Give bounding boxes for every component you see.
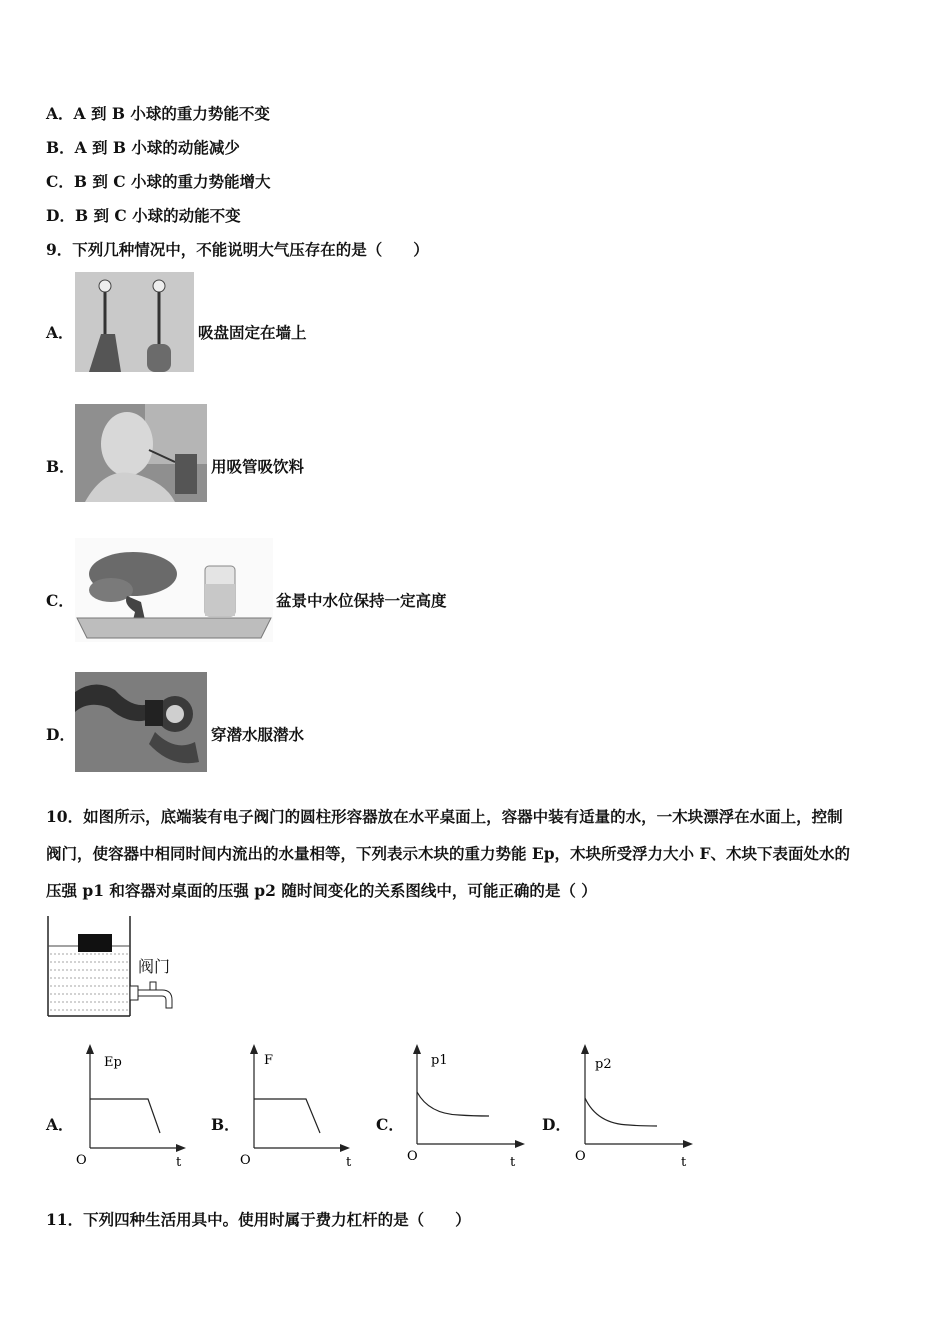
q8-option-a: A．A 到 B 小球的重力势能不变 [46,104,270,123]
q8-option-c-text: B 到 C 小球的重力势能增大 [73,172,271,191]
valve-label: 阀门 [138,957,171,976]
q10-graph-c-origin: O [407,1149,418,1164]
diver-photo [75,672,207,772]
q10-graph-a-xlabel: t [176,1155,182,1170]
q8-option-d-text: B 到 C 小球的动能不变 [74,206,241,225]
q10-graph-a [68,1040,193,1170]
q9-stem: 9．下列几种情况中，不能说明大气压存在的是（ ） [46,240,429,259]
q10-option-c-letter: C． [376,1115,404,1134]
q8-option-b-text: A 到 B 小球的动能减少 [74,138,240,157]
bonsai-water-bottle-photo [75,538,273,642]
q10-graph-a-ylabel: Ep [104,1055,122,1070]
q8-option-c: C．B 到 C 小球的重力势能增大 [46,172,271,191]
q9-option-c-caption: 盆景中水位保持一定高度 [276,591,447,610]
q10-stem [46,798,904,909]
q10-stem-line-3: 压强 p1 和容器对桌面的压强 p2 随时间变化的关系图线中，可能正确的是（ ） [46,881,597,900]
q10-graph-c-xlabel: t [510,1155,516,1170]
q9-option-b-caption: 用吸管吸饮料 [211,457,305,476]
q10-graph-b [232,1040,357,1170]
q10-stem-line-2: 阀门，使容器中相同时间内流出的水量相等，下列表示木块的重力势能 Ep，木块所受浮力大小 F、木块下表面处水的 [46,844,850,863]
q9-option-d-letter: D． [46,725,75,744]
q9-option-d-caption: 穿潜水服潜水 [211,725,305,744]
q10-graph-b-origin: O [240,1153,251,1168]
q9-option-a-letter: A． [46,323,74,342]
q10-graph-b-xlabel: t [346,1155,352,1170]
q8-option-a-text: A 到 B 小球的重力势能不变 [73,104,270,123]
q10-option-b-letter: B． [211,1115,240,1134]
q8-option-b: B．A 到 B 小球的动能减少 [46,138,240,157]
q10-graph-b-ylabel: F [264,1053,274,1068]
q10-option-d-letter: D． [542,1115,571,1134]
q10-graph-d [565,1040,695,1170]
q10-graph-d-ylabel: p2 [595,1057,612,1072]
q10-graph-c [397,1040,527,1170]
q10-option-a-letter: A． [46,1115,74,1134]
q8-option-d: D．B 到 C 小球的动能不变 [46,206,241,225]
q9-option-b-letter: B． [46,457,75,476]
q11-stem: 11．下列四种生活用具中。使用时属于费力杠杆的是（ ） [46,1210,471,1229]
q9-option-c-letter: C． [46,591,74,610]
q10-graph-c-ylabel: p1 [431,1053,448,1068]
q9-option-a-caption: 吸盘固定在墙上 [198,323,307,342]
q10-stem-line-1: 10．如图所示，底端装有电子阀门的圆柱形容器放在水平桌面上，容器中装有适量的水，一木块漂浮在水面上，控制 [46,807,843,826]
q10-graph-a-origin: O [76,1153,87,1168]
q10-graph-d-origin: O [575,1149,586,1164]
q10-graph-d-xlabel: t [681,1155,687,1170]
suction-cups-photo [75,272,194,372]
straw-drinking-photo [75,404,207,502]
